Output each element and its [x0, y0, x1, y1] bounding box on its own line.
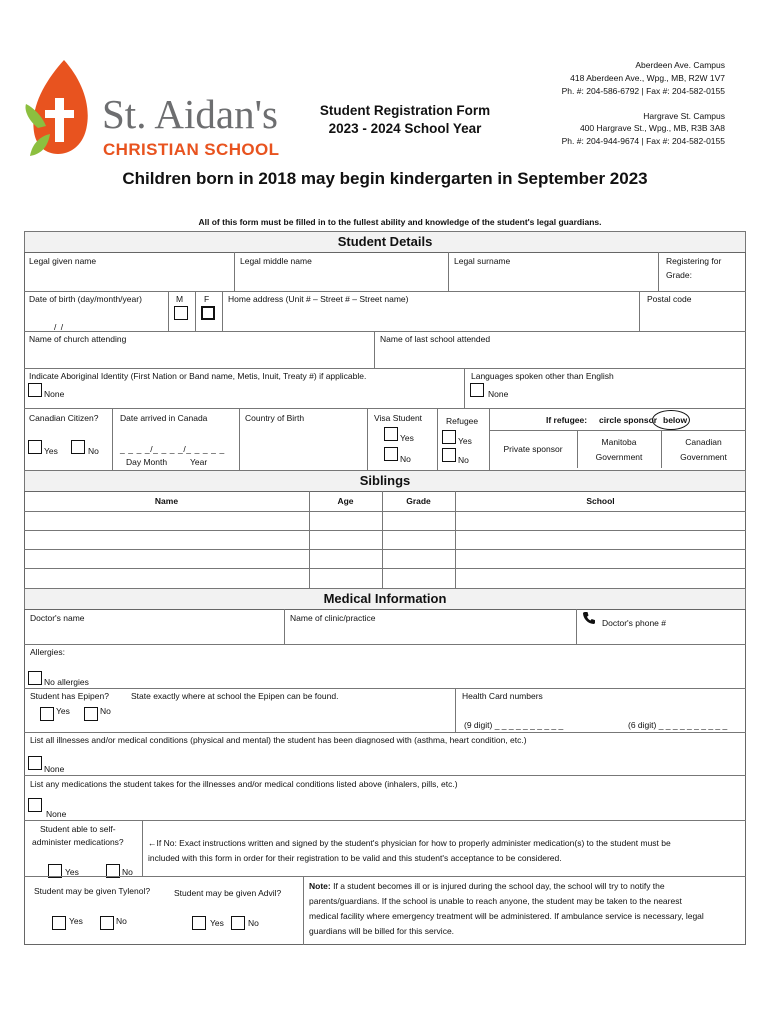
self-admin-line1: Student able to self-	[40, 824, 116, 834]
dob-slashes: / /	[54, 322, 65, 332]
home-address-label: Home address (Unit # – Street # – Street name)	[228, 294, 409, 304]
below-label: below	[663, 415, 688, 425]
campus1-address: 418 Aberdeen Ave., Wpg., MB, R2W 1V7	[570, 73, 725, 83]
if-no-instructions-line1: ←If No: Exact instructions written and signed by the student's physician for how to properly administer medication(s) to the student must be	[148, 838, 671, 848]
note-line3: medical facility where emergency treatment will be administered. If ambulance service is necessary, legal	[309, 911, 704, 921]
refugee-no-label: No	[458, 455, 469, 465]
self-admin-line2: administer medications?	[32, 837, 124, 847]
epipen-no-label: No	[100, 706, 111, 716]
campus1-name: Aberdeen Ave. Campus	[635, 60, 725, 70]
tylenol-yes-label: Yes	[69, 916, 83, 926]
visa-yes-label: Yes	[400, 433, 414, 443]
given-name-label: Legal given name	[29, 256, 97, 266]
epipen-yes-checkbox[interactable]	[40, 707, 54, 721]
manitoba-gov-line1: Manitoba	[601, 437, 637, 447]
languages-label: Languages spoken other than English	[471, 371, 614, 381]
postal-code-label: Postal code	[647, 294, 692, 304]
allergies-label: Allergies:	[30, 647, 65, 657]
dob-label: Date of birth (day/month/year)	[29, 294, 142, 304]
languages-none-checkbox[interactable]	[470, 383, 484, 397]
citizen-yes-label: Yes	[44, 446, 58, 456]
health-card-label: Health Card numbers	[462, 691, 543, 701]
canadian-gov-line2: Government	[680, 452, 727, 462]
medications-none-checkbox[interactable]	[28, 798, 42, 812]
private-sponsor-label: Private sponsor	[503, 444, 563, 454]
if-refugee-label: If refugee:	[546, 415, 588, 425]
gender-f-label: F	[204, 294, 210, 304]
illnesses-label: List all illnesses and/or medical conditions (physical and mental) the student has been diagnosed with (asthma, heart condition, etc.)	[30, 735, 527, 745]
gender-m-label: M	[176, 294, 184, 304]
school-logo-icon	[24, 58, 94, 158]
doctor-phone-label: Doctor's phone #	[602, 618, 666, 628]
visa-no-label: No	[400, 454, 411, 464]
church-label: Name of church attending	[29, 334, 127, 344]
citizen-label: Canadian Citizen?	[29, 413, 99, 423]
grade-label-line2: Grade:	[666, 270, 692, 280]
epipen-location-label: State exactly where at school the Epipen can be found.	[131, 691, 339, 701]
tylenol-label: Student may be given Tylenol?	[34, 886, 151, 896]
health-card-9digit: (9 digit) _ _ _ _ _ _ _ _ _ _	[464, 720, 564, 730]
medical-header: Medical Information	[24, 588, 746, 610]
surname-label: Legal surname	[454, 256, 511, 266]
student-details-header: Student Details	[24, 231, 746, 253]
campus2-name: Hargrave St. Campus	[643, 111, 725, 121]
birth-country-label: Country of Birth	[245, 413, 305, 423]
date-arrived-label: Date arrived in Canada	[120, 413, 208, 423]
school-name-subtitle: CHRISTIAN SCHOOL	[103, 140, 280, 159]
last-school-label: Name of last school attended	[380, 334, 491, 344]
tylenol-yes-checkbox[interactable]	[52, 916, 66, 930]
languages-none-label: None	[488, 389, 509, 399]
refugee-label: Refugee	[446, 416, 479, 426]
epipen-label: Student has Epipen?	[30, 691, 109, 701]
advil-no-checkbox[interactable]	[231, 916, 245, 930]
campus2-phone: Ph. #: 204-944-9674 | Fax #: 204-582-0155	[561, 136, 725, 146]
health-card-6digit: (6 digit) _ _ _ _ _ _ _ _ _ _	[628, 720, 728, 730]
tylenol-no-label: No	[116, 916, 127, 926]
if-no-instructions-line2: included with this form in order for their registration to be valid and this student's acceptance to be considered.	[148, 853, 562, 863]
date-year-label: Year	[190, 457, 208, 467]
visa-label: Visa Student	[374, 413, 423, 423]
citizen-no-checkbox[interactable]	[71, 440, 85, 454]
citizen-yes-checkbox[interactable]	[28, 440, 42, 454]
epipen-yes-label: Yes	[56, 706, 70, 716]
clinic-label: Name of clinic/practice	[290, 613, 376, 623]
medications-none-label: None	[46, 809, 67, 819]
school-year: 2023 - 2024 School Year	[328, 121, 482, 136]
gender-m-checkbox[interactable]	[174, 306, 188, 320]
note-line4: guardians will be billed for this service.	[309, 926, 455, 936]
siblings-header: Siblings	[24, 470, 746, 492]
below-circle-mark	[652, 410, 690, 430]
form-title: Student Registration Form	[319, 103, 491, 118]
illnesses-none-checkbox[interactable]	[28, 756, 42, 770]
advil-yes-label: Yes	[210, 918, 224, 928]
no-allergies-label: No allergies	[44, 677, 89, 687]
phone-icon	[582, 611, 596, 625]
visa-no-checkbox[interactable]	[384, 447, 398, 461]
note-line2: parents/guardians. If the school is unable to reach anyone, the student may be taken to the nearest	[309, 896, 682, 906]
illnesses-none-label: None	[44, 764, 65, 774]
aboriginal-label: Indicate Aboriginal Identity (First Nation or Band name, Metis, Inuit, Treaty #) if applicable.	[29, 371, 367, 381]
circle-sponsor-label: circle sponsor	[599, 415, 658, 425]
date-arrived-blank: _ _ _ _/_ _ _ _/_ _ _ _ _	[120, 444, 225, 454]
middle-name-label: Legal middle name	[240, 256, 312, 266]
tylenol-no-checkbox[interactable]	[100, 916, 114, 930]
school-name: St. Aidan's	[102, 91, 278, 137]
grade-label-line1: Registering for	[666, 256, 722, 266]
self-admin-yes-label: Yes	[65, 867, 79, 877]
advil-no-label: No	[248, 918, 259, 928]
no-allergies-checkbox[interactable]	[28, 671, 42, 685]
canadian-gov-line1: Canadian	[685, 437, 722, 447]
advil-label: Student may be given Advil?	[174, 888, 282, 898]
note-line1: Note: If a student becomes ill or is injured during the school day, the school will try to notify the	[309, 881, 665, 891]
gender-f-checkbox[interactable]	[201, 306, 215, 320]
campus1-phone: Ph. #: 204-586-6792 | Fax #: 204-582-0155	[561, 86, 725, 96]
advil-yes-checkbox[interactable]	[192, 916, 206, 930]
manitoba-gov-line2: Government	[595, 452, 643, 462]
aboriginal-none-label: None	[44, 389, 65, 399]
siblings-col-age: Age	[337, 496, 354, 506]
siblings-col-grade: Grade	[406, 496, 431, 506]
campus2-address: 400 Hargrave St., Wpg., MB, R3B 3A8	[579, 123, 725, 133]
medications-label: List any medications the student takes for the illnesses and/or medical conditions listed above (inhalers, pills, etc.)	[30, 779, 458, 789]
doctor-name-label: Doctor's name	[30, 613, 85, 623]
aboriginal-none-checkbox[interactable]	[28, 383, 42, 397]
visa-yes-checkbox[interactable]	[384, 427, 398, 441]
headline: Children born in 2018 may begin kindergarten in September 2023	[122, 169, 648, 188]
refugee-yes-checkbox[interactable]	[442, 430, 456, 444]
instructions: All of this form must be filled in to the fullest ability and knowledge of the student's legal guardians.	[198, 217, 602, 227]
siblings-col-name: Name	[154, 496, 179, 506]
siblings-col-school: School	[586, 496, 615, 506]
epipen-no-checkbox[interactable]	[84, 707, 98, 721]
refugee-yes-label: Yes	[458, 436, 472, 446]
self-admin-no-label: No	[122, 867, 133, 877]
citizen-no-label: No	[88, 446, 99, 456]
date-day-month-label: Day Month	[126, 457, 168, 467]
refugee-no-checkbox[interactable]	[442, 448, 456, 462]
